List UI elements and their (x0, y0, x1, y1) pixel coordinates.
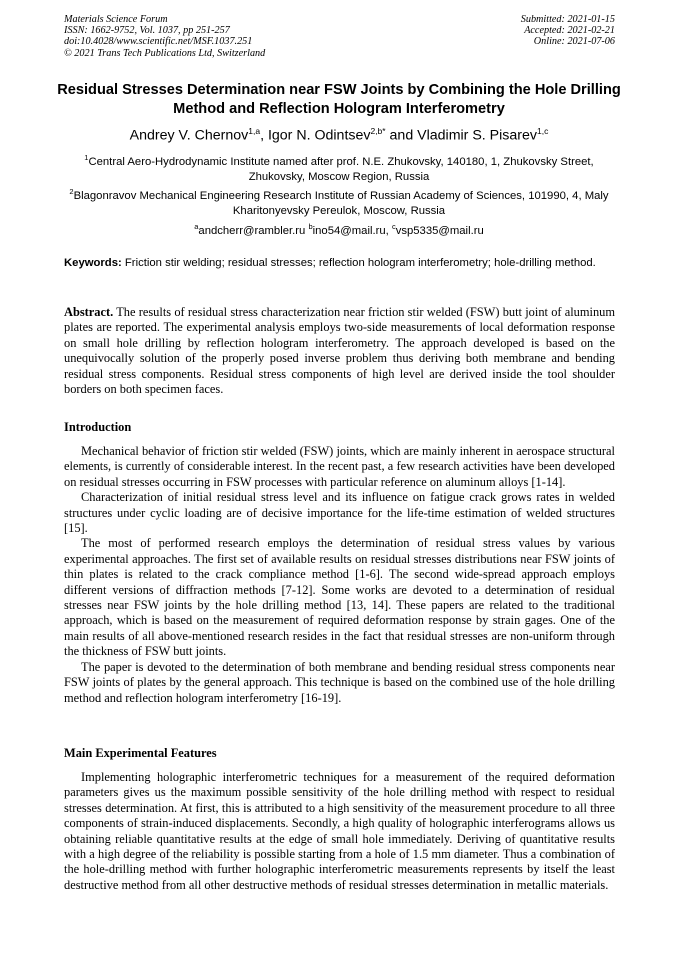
keywords-section (64, 256, 615, 271)
keywords-label: Keywords: (64, 257, 122, 269)
paper-title: Residual Stresses Determination near FSW Joints by Combining the Hole Drilling Method and Reflection Hologram Interferometry (57, 82, 621, 117)
email-link[interactable]: vsp5335@mail.ru (395, 224, 484, 237)
journal-header-right (521, 14, 615, 48)
abstract-text: The results of residual stress characterization near friction stir welded (FSW) butt joint of aluminum plates are reported. The experimental analysis employs two-side measurements of local deformation response on small hole drilling by reflection hologram interferometry. The approach developed is based on the unequivocally solution of the properly posed inverse problem thus deriving both membrane and bending residual stress components. Residual stress components of high level are derived inside the tool shoulder borders on both specimen faces. (64, 305, 615, 397)
paragraph: Mechanical behavior of friction stir welded (FSW) joints, which are mainly inherent in aerospace structural elements, is currently of considerable interest. In the recent past, a few research activities have been developed on residual stresses occurring in FSW processes with particular reference on aluminum alloys [1-14]. (64, 444, 615, 489)
main-features-body (64, 770, 615, 893)
paragraph: Characterization of initial residual stress level and its influence on fatigue crack grows rates in welded structures under cyclic loading are of decisive importance for the life-time estimation of welded structures [15]. (64, 490, 615, 536)
author-name: Vladimir S. Pisarev (417, 127, 537, 144)
keywords-text: Friction stir welding; residual stresses; reflection hologram interferometry; hole-drilling method. (124, 257, 596, 269)
introduction-body (64, 444, 615, 706)
affiliation-1: $^1$Central Aero-Hydrodynamic Institute named after prof. N.E. Zhukovsky, 140180, 1, Zhukovsky Street, Zhukovsky, Moscow Region, Russia (84, 153, 594, 184)
doi-line: doi:10.4028/www.scientific.net/MSF.1037.251 (64, 36, 253, 48)
affiliation-2: $^2$Blagonravov Mechanical Engineering Research Institute of Russian Academy of Sciences, 101990, 4, Maly Kharitonyevsky Pereulok, Moscow, Russia (69, 187, 609, 218)
issn-line: ISSN: 1662-9752, Vol. 1037, pp 251-257 (64, 25, 230, 37)
paragraph: Implementing holographic interferometric techniques for a measurement of the required deformation parameters gives us the maximum possible sensitivity of the hole drilling method with respect to residual stresses determination. At first, this is attributed to a high sensitivity of the measurement procedure to all three components of strain-induced displacements. Secondly, a high quality of holographic interferograms allows us obtaining reliable quantitative results at the edge of small hole immediately. Deriving of quantitative results with a high degree of the reliability is possible starting from a hole of 1.5 mm diameter. Thus a combination of the hole-drilling method with further holographic interferometric measurements represents by itself the least destructive method from all other destructive methods of residual stresses determination in metallic materials. (64, 770, 615, 892)
abstract-label: Abstract. (64, 305, 114, 319)
abstract-section (64, 305, 615, 397)
paragraph: The paper is devoted to the determination of both membrane and bending residual stress components near FSW joints of plates by the general approach. This technique is based on the combined use of the hole drilling method and reflection hologram interferometry [16-19]. (64, 659, 615, 705)
main-features-heading: Main Experimental Features (64, 746, 217, 760)
author-name: Andrey V. Chernov (129, 127, 249, 144)
author-name: Igor N. Odintsev (267, 127, 371, 144)
introduction-heading: Introduction (64, 420, 132, 434)
email-list: $^a$andcherr@rambler.ru $^b$ino54@mail.ru, $^c$vsp5335@mail.ru (194, 222, 484, 237)
email-link[interactable]: andcherr@rambler.ru (198, 224, 306, 237)
author-affil-marker: 2,b* (370, 126, 386, 136)
author-list: Andrey V. Chernov$^{1,a}$, Igor N. Odintsev$^{2,b*}$ and Vladimir S. Pisarev$^{1,c}$ (129, 126, 549, 144)
online-date: Online: 2021-07-06 (533, 36, 615, 48)
journal-name: Materials Science Forum (64, 14, 168, 25)
accepted-date: Accepted: 2021-02-21 (524, 25, 615, 37)
author-affil-marker: 1,c (537, 126, 549, 136)
copyright-line: © 2021 Trans Tech Publications Ltd, Switzerland (64, 47, 266, 59)
submitted-date: Submitted: 2021-01-15 (520, 14, 615, 25)
paragraph: The most of performed research employs the determination of residual stress values by various experimental approaches. The first set of available results on residual stresses distributions near FSW joints of thin plates is related to the crack compliance method [1-6]. The second wide-spread approach employs different versions of diffraction methods [7-12]. Some works are devoted to a determination of residual stresses near FSW joints by the hole drilling method [13, 14]. These papers are related to the traditional approach, which is based on the measurement of required deformation response by strain gages. One of the main results of all above-mentioned research resides in the fact that residual stresses are non-uniform through the thickness of FSW butt joints. (64, 536, 615, 659)
author-affil-marker: 1,a (248, 126, 261, 136)
email-link[interactable]: ino54@mail.ru (312, 224, 386, 237)
journal-header-left (64, 14, 265, 59)
